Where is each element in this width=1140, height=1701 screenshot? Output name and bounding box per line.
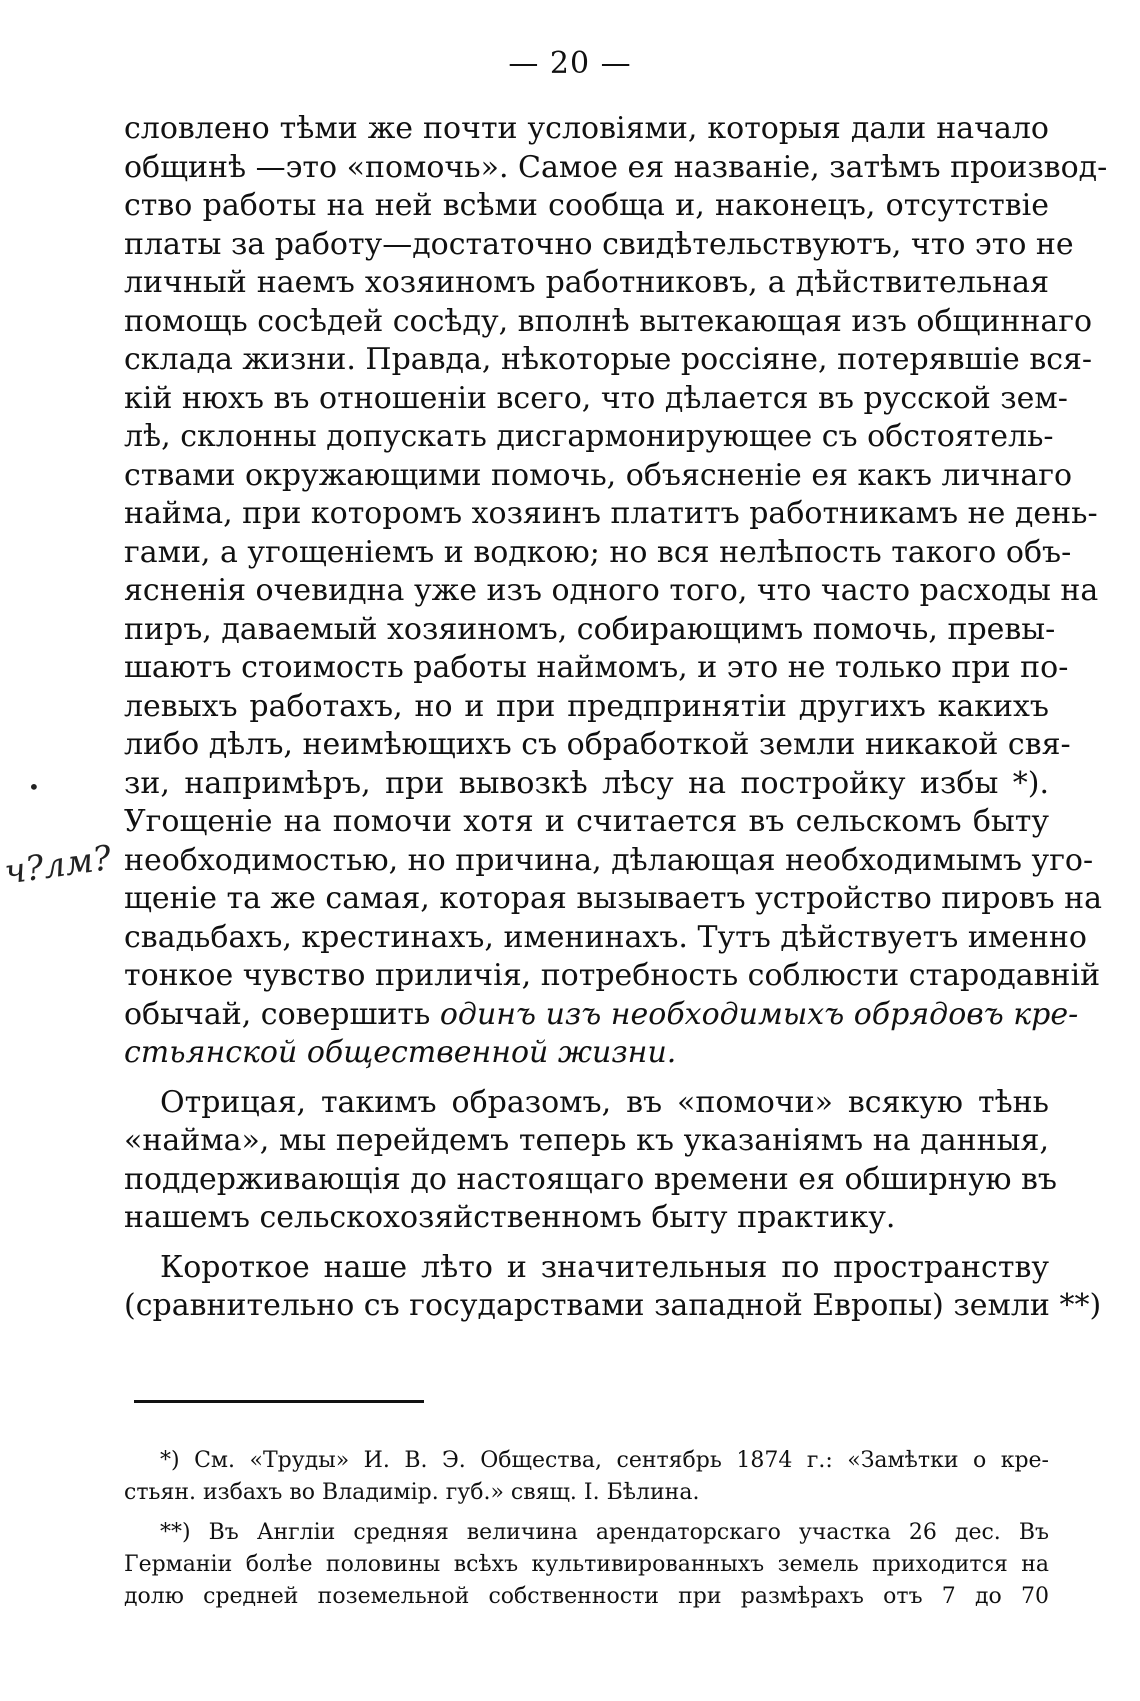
body-text xyxy=(124,110,1108,1326)
handwritten-margin-note: ч?лм? xyxy=(2,838,114,893)
text-line: нашемъ сельскохозяйственномъ быту практику. xyxy=(124,1200,896,1235)
text-line: Отрицая, такимъ образомъ, въ «помочи» всякую тѣнь xyxy=(160,1084,1049,1120)
text-line: помощь сосѣдей сосѣду, вполнѣ вытекающая изъ общиннаго xyxy=(124,303,1093,339)
text-line-mixed xyxy=(124,996,1079,1035)
text-line: Угощеніе на помочи хотя и считается въ сельскомъ быту xyxy=(124,804,1049,839)
text-line: поддерживающія до настоящаго времени ея обширную въ xyxy=(124,1161,1057,1197)
emphasis-text: стьянской общественной жизни. xyxy=(124,1035,677,1070)
footnote-line: *) См. «Труды» И. В. Э. Общества, сентябрь 1874 г.: «Замѣтки о кре- xyxy=(160,1448,1049,1473)
text-line: общинѣ —это «помочь». Самое ея названіе, затѣмъ производ- xyxy=(124,149,1108,185)
text-line: тонкое чувство приличія, потребность соблюсти стародавній xyxy=(124,958,1101,993)
paragraph-1 xyxy=(124,110,1108,1073)
footnote-1 xyxy=(124,1445,1049,1509)
text-line: ясненія очевидна уже изъ одного того, что часто расходы на xyxy=(124,573,1099,608)
text-segment: обычай, совершить xyxy=(124,996,431,1032)
paragraph-3 xyxy=(124,1249,1102,1326)
text-line: левыхъ работахъ, но и при предпринятіи другихъ какихъ xyxy=(124,688,1049,724)
text-line: словлено тѣми же почти условіями, которыя дали начало xyxy=(124,111,1049,146)
text-line: необходимостью, но причина, дѣлающая необходимымъ уго- xyxy=(124,842,1094,878)
text-line: личный наемъ хозяиномъ работниковъ, а дѣйствительная xyxy=(124,265,1049,300)
text-line: «найма», мы перейдемъ теперь къ указаніямъ на данныя, xyxy=(124,1123,1049,1158)
footnote-line: **) Въ Англіи средняя величина арендаторскаго участка 26 дес. Въ xyxy=(160,1520,1049,1545)
text-line: платы за работу—достаточно свидѣтельствуютъ, что это не xyxy=(124,226,1074,262)
text-line: (сравнительно съ государствами западной Европы) земли **) xyxy=(124,1288,1102,1323)
text-line: зи, напримѣръ, при вывозкѣ лѣсу на постройку избы *). xyxy=(124,765,1049,801)
text-line: лѣ, склонны допускать дисгармонирующее съ обстоятель- xyxy=(124,419,1054,454)
text-line: Короткое наше лѣто и значительныя по пространству xyxy=(160,1249,1049,1285)
emphasis-text: одинъ изъ необходимыхъ обрядовъ кре- xyxy=(439,996,1079,1032)
text-line: кій нюхъ въ отношеніи всего, что дѣлается въ русской зем- xyxy=(124,380,1068,416)
text-line: пиръ, даваемый хозяиномъ, собирающимъ помочь, превы- xyxy=(124,611,1056,647)
page-number: — 20 — xyxy=(508,46,632,81)
text-line: ство работы на ней всѣми сообща и, наконецъ, отсутствіе xyxy=(124,188,1049,223)
text-line: свадьбахъ, крестинахъ, именинахъ. Тутъ дѣйствуетъ именно xyxy=(124,919,1087,955)
text-line: щеніе та же самая, которая вызываетъ устройство пировъ на xyxy=(124,881,1102,916)
footnote-2 xyxy=(124,1517,1049,1613)
footnote-divider xyxy=(134,1400,424,1403)
footnote-line: Германіи болѣе половины всѣхъ культивированныхъ земель приходится на xyxy=(124,1552,1049,1577)
footnotes xyxy=(124,1445,1049,1613)
text-line: ствами окружающими помочь, объясненіе ея какъ личнаго xyxy=(124,457,1073,493)
text-line: найма, при которомъ хозяинъ платитъ работникамъ не день- xyxy=(124,496,1098,531)
footnote-line: долю средней поземельной собственности при размѣрахъ отъ 7 до 70 xyxy=(124,1584,1049,1609)
text-line: либо дѣлъ, неимѣющихъ съ обработкой земли никакой свя- xyxy=(124,727,1071,762)
text-line: шаютъ стоимость работы наймомъ, и это не только при по- xyxy=(124,650,1069,685)
text-line: склада жизни. Правда, нѣкоторые россіяне, потерявшіе вся- xyxy=(124,342,1093,377)
text-line: гами, а угощеніемъ и водкою; но вся нелѣпость такого объ- xyxy=(124,534,1072,570)
footnote-line: стьян. избахъ во Владимір. губ.» свящ. І. Бѣлина. xyxy=(124,1480,700,1505)
margin-dot: • xyxy=(28,775,40,799)
paragraph-2 xyxy=(124,1084,1057,1238)
